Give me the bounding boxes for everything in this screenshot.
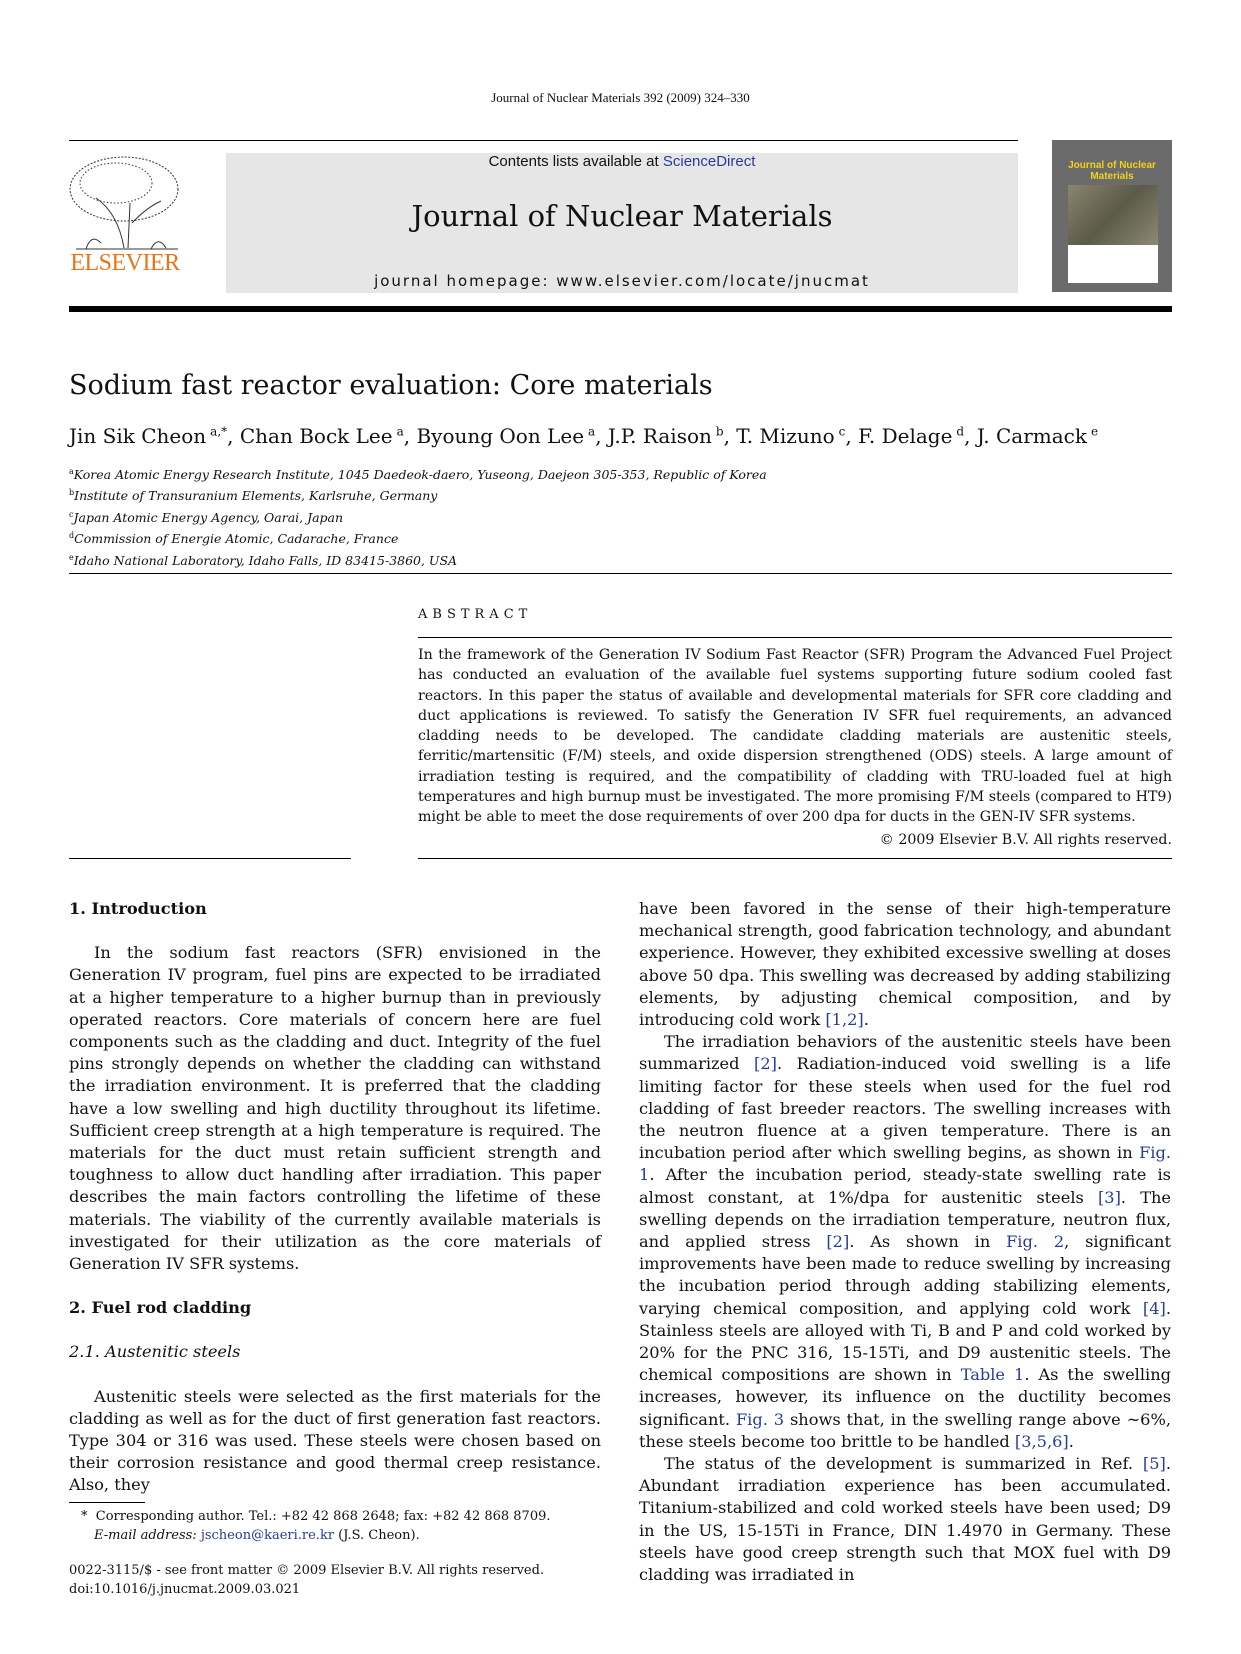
text-run: . — [1068, 1431, 1074, 1451]
reference-link[interactable]: Fig. 1 — [639, 1143, 1171, 1185]
affiliation-mark: b — [69, 488, 75, 498]
header-rule — [69, 140, 1018, 141]
reference-link[interactable]: [1,2] — [825, 1010, 864, 1030]
cover-image — [1068, 185, 1158, 245]
tree-icon — [66, 153, 184, 253]
text-run: In the sodium fast reactors (SFR) envisioned in the Generation IV program, fuel pins are expected to be irradiated at a higher temperature to a higher burnup than in previously operated reactors. Core materials of concern here are fuel components such as the cladding and duct. Integrity of the fuel pins strongly depends on whether the cladding can withstand the irradiation environment. It is preferred that the cladding have a low swelling and high ductility throughout its lifetime. Sufficient creep strength at a high temperature is required. The materials for the duct must retain sufficient strength and toughness to allow duct handling after irradiation. This paper describes the main factors controlling the lifetime of these materials. The viability of the currently available materials is investigated for their utilization as the core materials of Generation IV SFR systems. — [69, 943, 601, 1274]
affiliation-text: Japan Atomic Energy Agency, Oarai, Japan — [73, 510, 344, 526]
text-run: . The swelling depends on the irradiation temperature, neutron flux, and applied stress — [639, 1187, 1172, 1252]
sciencedirect-link[interactable]: ScienceDirect — [662, 153, 756, 170]
contents-prefix: Contents lists available at — [488, 153, 663, 170]
section-heading: 2. Fuel rod cladding — [69, 1298, 252, 1318]
elsevier-logo — [66, 153, 184, 277]
rule — [69, 858, 351, 859]
issn: 0022-3115/$ - see front matter © 2009 Elsevier B.V. All rights reserved. — [69, 1563, 545, 1578]
text-run: The irradiation behaviors of the austenitic steels have been summarized — [639, 1032, 1171, 1074]
affiliation — [69, 506, 767, 527]
affiliation-mark: c — [69, 509, 74, 519]
author-affiliation-mark[interactable]: d — [956, 424, 965, 439]
journal-name: Journal of Nuclear Materials — [411, 199, 833, 233]
thick-rule — [69, 306, 1172, 312]
text-run: . As shown in — [849, 1232, 1007, 1252]
author-affiliation-mark[interactable]: a — [588, 424, 596, 439]
affiliations — [69, 463, 767, 570]
author: J. Carmack — [976, 424, 1087, 448]
journal-banner — [226, 153, 1018, 293]
affiliation — [69, 484, 767, 505]
reference-link[interactable]: Fig. 2 — [1006, 1232, 1065, 1252]
section-heading: 2.1. Austenitic steels — [69, 1342, 241, 1362]
author-affiliation-mark[interactable]: e — [1091, 424, 1099, 439]
paragraph — [639, 1453, 1171, 1586]
footnote-marker: * — [81, 1509, 88, 1524]
paragraph — [69, 1386, 601, 1497]
email-link[interactable]: jscheon@kaeri.re.kr — [200, 1527, 335, 1543]
email-label: E-mail address: — [94, 1527, 197, 1543]
text-run: . Stainless steels are alloyed with Ti, B and P and cold worked by 20% for the PNC 316, 15-15Ti, and D9 austenitic steels. The chemical compositions are shown in — [639, 1298, 1171, 1385]
affiliation-text: Institute of Transuranium Elements, Karlsruhe, Germany — [74, 488, 438, 504]
doi[interactable]: doi:10.1016/j.jnucmat.2009.03.021 — [69, 1581, 301, 1597]
publisher-wordmark: ELSEVIER — [70, 250, 180, 276]
paragraph — [69, 942, 601, 1275]
cover-panel — [1068, 245, 1158, 283]
affiliation — [69, 527, 767, 548]
text-run: . As the swelling increases, however, its influence on the ductility becomes significant. — [639, 1365, 1172, 1429]
footnote-rule — [69, 1502, 145, 1503]
author-list: Jin Sik Cheon $^{a,*}$, Chan Bock Lee $^a$, Byoung Oon Lee $^a$, J.P. Raison $^b$, T. Mizuno $^c$, F. Delage $^d$, J. Carmack $^e$ — [69, 424, 1099, 448]
text-run: Austenitic steels were selected as the first materials for the cladding as well as for the duct of first generation fast reactors. Type 304 or 316 was used. These steels were chosen based on their corrosion resistance and good thermal creep resistance. Also, they — [69, 1386, 601, 1495]
affiliation-text: Commission of Energie Atomic, Cadarache, France — [74, 531, 399, 547]
author: F. Delage — [858, 424, 953, 448]
author: T. Mizuno — [736, 424, 835, 448]
running-head: Journal of Nuclear Materials 392 (2009) 324–330 — [491, 90, 750, 105]
text-run: shows that, in the swelling range above ∼6%, these steels become too brittle to be handled — [639, 1409, 1171, 1451]
reference-link[interactable]: [3] — [1097, 1187, 1121, 1207]
email-suffix: (J.S. Cheon). — [334, 1527, 420, 1543]
text-run: . Radiation-induced void swelling is a life limiting factor for these steels when used for the fuel rod cladding of fast breeder reactors. The swelling increases with the neutron fluence at a given temperature. There is an incubation period after which swelling begins, as shown in — [639, 1054, 1171, 1163]
author-affiliation-mark[interactable]: a — [396, 424, 404, 439]
paragraph — [639, 898, 1171, 1031]
author-affiliation-mark[interactable]: c — [838, 424, 846, 439]
footnote — [69, 1508, 551, 1545]
text-run: , significant improvements have been made to reduce swelling by increasing the incubation period through adding stabilizing elements, varying chemical composition, and applying cold work — [639, 1232, 1171, 1318]
author: Chan Bock Lee — [239, 424, 393, 448]
left-column — [69, 898, 601, 1497]
affiliation-text: Idaho National Laboratory, Idaho Falls, ID 83415-3860, USA — [73, 552, 458, 568]
copyright: © 2009 Elsevier B.V. All rights reserved. — [879, 832, 1172, 848]
author: J.P. Raison — [607, 424, 712, 448]
front-matter — [69, 1562, 544, 1599]
reference-link[interactable]: [3,5,6] — [1014, 1431, 1069, 1451]
rule — [69, 573, 1172, 574]
reference-link[interactable]: [4] — [1142, 1298, 1166, 1318]
affiliation-mark: e — [69, 552, 74, 562]
affiliation-mark: d — [69, 531, 75, 541]
rule — [418, 858, 1172, 859]
author-affiliation-mark[interactable]: a,* — [210, 424, 228, 439]
cover-title: Journal of Nuclear Materials — [1068, 160, 1156, 182]
section-heading: 1. Introduction — [69, 899, 207, 918]
author: Byoung Oon Lee — [416, 424, 585, 448]
text-run: . — [863, 1010, 869, 1030]
text-run: The status of the development is summarized in Ref. — [664, 1454, 1143, 1474]
affiliation — [69, 463, 767, 484]
affiliation-mark: a — [69, 467, 74, 476]
paragraph — [639, 1031, 1171, 1453]
reference-link[interactable]: Table 1 — [960, 1365, 1025, 1385]
article-title: Sodium fast reactor evaluation: Core materials — [69, 370, 713, 401]
rule — [418, 637, 1172, 638]
author-affiliation-mark[interactable]: b — [715, 424, 724, 439]
reference-link[interactable]: [2] — [754, 1054, 777, 1074]
contents-line — [226, 153, 1018, 170]
journal-homepage[interactable]: journal homepage: www.elsevier.com/locate/jnucmat — [374, 272, 870, 290]
reference-link[interactable]: [2] — [826, 1232, 850, 1252]
abstract-heading: ABSTRACT — [418, 607, 533, 622]
reference-link[interactable]: [5] — [1142, 1454, 1166, 1474]
author: Jin Sik Cheon — [69, 424, 207, 448]
affiliation — [69, 549, 767, 570]
reference-link[interactable]: Fig. 3 — [735, 1409, 785, 1429]
text-run: have been favored in the sense of their high-temperature mechanical strength, good fabrication technology, and abundant experience. However, they exhibited excessive swelling at doses above 50 dpa. This swelling was decreased by adding stabilizing elements, by adjusting chemical composition, and by introducing cold work — [639, 899, 1171, 1030]
abstract-text: In the framework of the Generation IV Sodium Fast Reactor (SFR) Program the Advanced Fuel Project has conducted an evaluation of the available fuel systems supporting future sodium cooled fast reactors. In this paper the status of available and developmental materials for SFR core cladding and duct applications is reviewed. To satisfy the Generation IV SFR fuel requirements, an advanced cladding needs to be developed. The candidate cladding materials are austenitic steels, ferritic/martensitic (F/M) steels, and oxide dispersion strengthened (ODS) steels. A large amount of irradiation testing is required, and the compatibility of cladding with TRU-loaded fuel at high temperatures and high burnup must be investigated. The more promising F/M steels (compared to HT9) might be able to meet the dose requirements of over 200 dpa for ducts in the GEN-IV SFR systems. — [418, 647, 1172, 826]
text-run: . Abundant irradiation experience has been accumulated. Titanium-stabilized and cold worked steels have been used; D9 in the US, 15-15Ti in France, DIN 1.4970 in Germany. These steels have good creep strength such that MOX fuel with D9 cladding was irradiated in — [639, 1454, 1171, 1585]
corresponding-author: Corresponding author. Tel.: +82 42 868 2648; fax: +82 42 868 8709. — [95, 1509, 551, 1524]
right-column — [639, 898, 1171, 1586]
journal-cover — [1052, 140, 1172, 292]
affiliation-text: Korea Atomic Energy Research Institute, 1045 Daedeok-daero, Yuseong, Daejeon 305-353, Republic of Korea — [73, 467, 767, 483]
text-run: . After the incubation period, steady-state swelling rate is almost constant, at 1%/dpa for austenitic steels — [639, 1165, 1171, 1207]
